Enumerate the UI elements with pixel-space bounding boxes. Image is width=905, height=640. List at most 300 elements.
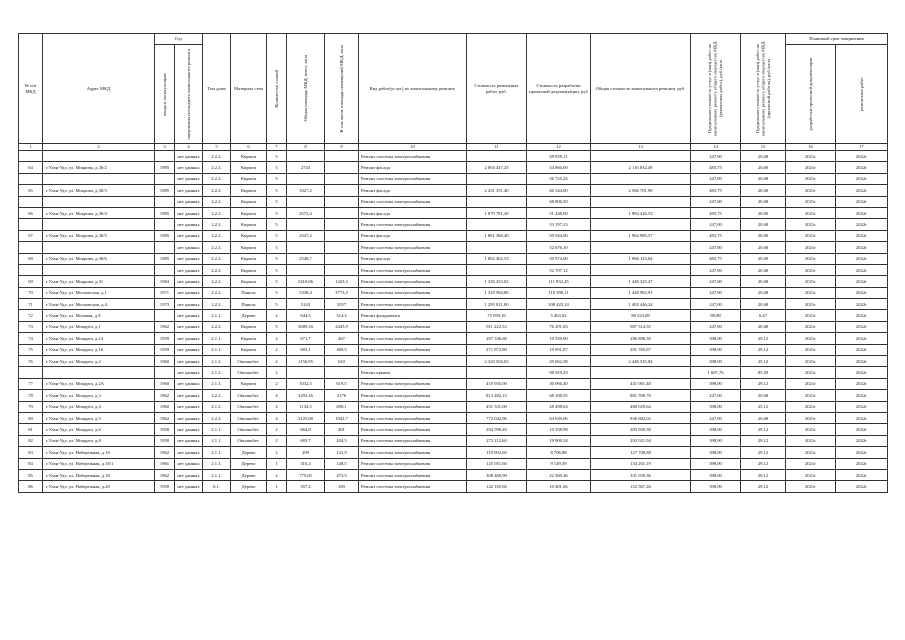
cell-house-type: 2.1.1. [203, 344, 231, 355]
cell-total-cost [591, 151, 691, 162]
cell-house-type: 2.1.2. [203, 401, 231, 412]
cell-commission-year: 1958 [155, 481, 175, 492]
cell-plan-repair-year: 2022г [836, 367, 888, 378]
cell-last-repair-year: нет данных [175, 196, 203, 207]
table-row [19, 162, 888, 173]
cell-plan-repair-year: 2022г [836, 344, 888, 355]
header-col-work-type: Вид работ(услуг) по капитальному ремонту [359, 34, 467, 144]
cell-commission-year: 1958 [155, 435, 175, 446]
cell-limit-design: 29,12 [741, 424, 786, 435]
cell-work-type: Ремонт крыши [359, 367, 467, 378]
cell-repair-cost [467, 151, 527, 162]
cell-row-number: 86 [19, 481, 43, 492]
cell-design-cost: 51 448,00 [527, 207, 591, 218]
cell-floors: 5 [267, 276, 287, 287]
cell-design-cost: 111 832,45 [527, 276, 591, 287]
table-row [19, 230, 888, 241]
cell-address: г.Улан-Удэ, ул. Моцарта, д.6 [43, 424, 155, 435]
cell-work-type: Ремонт системы электроснабжения [359, 196, 467, 207]
cell-repair-cost: 1 879 781,30 [467, 207, 527, 218]
cell-last-repair-year: нет данных [175, 412, 203, 423]
cell-design-cost: 30 066,40 [527, 378, 591, 389]
cell-last-repair-year: нет данных [175, 151, 203, 162]
cell-total-cost: 2 448 545,84 [591, 356, 691, 367]
cell-limit-design: 20,68 [741, 173, 786, 184]
cell-floors: 2 [267, 401, 287, 412]
cell-total-cost: 987 514,35 [591, 321, 691, 332]
cell-last-repair-year: нет данных [175, 481, 203, 492]
cell-wall-material: Кирпич [231, 276, 267, 287]
cell-design-cost: 19 559,90 [527, 333, 591, 344]
cell-limit-repair: 247,00 [691, 219, 741, 230]
cell-limit-repair: 1 607,76 [691, 367, 741, 378]
cell-floors: 5 [267, 242, 287, 253]
cell-house-type: 2.2.2. [203, 151, 231, 162]
cell-premises-area [325, 207, 359, 218]
cell-limit-repair: 247,00 [691, 390, 741, 401]
cell-total-area [287, 264, 325, 275]
cell-design-cost: 53 197,23 [527, 219, 591, 230]
cell-commission-year [155, 367, 175, 378]
cell-address: г.Улан-Удэ, ул. Моцарта, д.14 [43, 333, 155, 344]
cell-plan-design-year: 2021г [786, 276, 836, 287]
cell-wall-material: Опилкобет. [231, 367, 267, 378]
cell-address: г.Улан-Удэ, ул. Моцарта, д.2А [43, 378, 155, 389]
cell-last-repair-year: нет данных [175, 253, 203, 264]
cell-plan-repair-year: 2022г [836, 333, 888, 344]
cell-house-type: 2.2.2. [203, 207, 231, 218]
cell-floors: 2 [267, 447, 287, 458]
cell-row-number: 77 [19, 378, 43, 389]
column-number-cell: 15 [741, 144, 786, 151]
table-row [19, 447, 888, 458]
cell-total-cost: 152 567,26 [591, 481, 691, 492]
cell-limit-design: 29,12 [741, 344, 786, 355]
cell-plan-repair-year: 2022г [836, 390, 888, 401]
cell-plan-design-year: 2021г [786, 401, 836, 412]
cell-floors: 4 [267, 390, 287, 401]
cell-total-area: 5410,06 [287, 276, 325, 287]
cell-plan-design-year: 2021г [786, 469, 836, 480]
column-number-cell: 14 [691, 144, 741, 151]
cell-work-type: Ремонт системы электроснабжения [359, 412, 467, 423]
cell-premises-area [325, 253, 359, 264]
cell-last-repair-year: нет данных [175, 390, 203, 401]
column-number-cell: 2 [43, 144, 155, 151]
cell-premises-area [325, 367, 359, 378]
cell-plan-design-year: 2021г [786, 264, 836, 275]
cell-house-type: 2.2.2. [203, 162, 231, 173]
cell-total-area [287, 242, 325, 253]
cell-commission-year: 1958 [155, 424, 175, 435]
cell-design-cost: 10 401,66 [527, 481, 591, 492]
cell-premises-area: 690,1 [325, 401, 359, 412]
cell-row-number: 69 [19, 276, 43, 287]
cell-plan-repair-year: 2022г [836, 196, 888, 207]
header-col-premises-area: В том числе площадь помещений МКД, кв.м [338, 44, 344, 133]
table-row [19, 321, 888, 332]
cell-house-type: 6.1. [203, 481, 231, 492]
column-number-cell: 4 [175, 144, 203, 151]
cell-limit-repair: 247,00 [691, 196, 741, 207]
column-number-cell: 13 [591, 144, 691, 151]
cell-last-repair-year: нет данных [175, 276, 203, 287]
cell-design-cost: 9 149,59 [527, 458, 591, 469]
cell-plan-design-year: 2021г [786, 196, 836, 207]
table-row [19, 264, 888, 275]
cell-repair-cost: 264 590,40 [467, 424, 527, 435]
cell-limit-repair: 483,75 [691, 207, 741, 218]
cell-plan-repair-year: 2022г [836, 378, 888, 389]
table-row [19, 481, 888, 492]
cell-address: г.Улан-Удэ, ул. Московская, д.1 [43, 287, 155, 298]
cell-plan-repair-year: 2022г [836, 356, 888, 367]
cell-plan-repair-year: 2022г [836, 173, 888, 184]
table-row [19, 173, 888, 184]
cell-address: г.Улан-Удэ, ул. Моцарта, д.8 [43, 435, 155, 446]
table-row [19, 390, 888, 401]
cell-commission-year [155, 173, 175, 184]
cell-design-cost: 66 544,00 [527, 185, 591, 196]
header-col-house-type: Тип дома [203, 34, 231, 144]
cell-wall-material: Кирпич [231, 219, 267, 230]
cell-address: г.Улан-Удэ, ул. Набережная, д.16 [43, 447, 155, 458]
cell-premises-area [325, 185, 359, 196]
cell-limit-repair: 247,00 [691, 173, 741, 184]
cell-address: г.Улан-Удэ, ул. Мокрова, д.31 [43, 276, 155, 287]
cell-total-area: 299 [287, 447, 325, 458]
cell-limit-design: 20,68 [741, 412, 786, 423]
cell-commission-year: 1984 [155, 276, 175, 287]
cell-limit-repair: 247,00 [691, 151, 741, 162]
cell-work-type: Ремонт системы электроснабжения [359, 401, 467, 412]
table-row [19, 310, 888, 321]
cell-plan-design-year: 2021г [786, 162, 836, 173]
cell-last-repair-year: нет данных [175, 344, 203, 355]
cell-repair-cost: 1 862 462,53 [467, 253, 527, 264]
table-row [19, 367, 888, 378]
cell-last-repair-year: нет данных [175, 219, 203, 230]
cell-premises-area: 467 [325, 333, 359, 344]
cell-house-type: 2.2.2. [203, 299, 231, 310]
cell-total-area: 671,7 [287, 333, 325, 344]
cell-total-cost: 1 984 426,53 [591, 207, 691, 218]
cell-floors: 5 [267, 299, 287, 310]
column-number-cell: 8 [287, 144, 325, 151]
column-number-row [19, 144, 888, 151]
cell-plan-design-year: 2021г [786, 424, 836, 435]
cell-total-area [287, 173, 325, 184]
cell-limit-repair: 398,00 [691, 469, 741, 480]
cell-plan-design-year: 2021г [786, 185, 836, 196]
cell-repair-cost: 2 004 447,25 [467, 162, 527, 173]
cell-house-type: 2.2.2. [203, 287, 231, 298]
cell-repair-cost [467, 196, 527, 207]
cell-design-cost: 22 569,46 [527, 469, 591, 480]
cell-floors: 2 [267, 356, 287, 367]
cell-wall-material: Дерево [231, 481, 267, 492]
cell-row-number: 83 [19, 447, 43, 458]
table-row [19, 344, 888, 355]
cell-house-type: 2.1.2. [203, 356, 231, 367]
cell-commission-year: 1962 [155, 390, 175, 401]
cell-last-repair-year: нет данных [175, 333, 203, 344]
cell-plan-design-year: 2021г [786, 219, 836, 230]
capital-repair-table-sheet [18, 33, 887, 493]
cell-last-repair-year: нет данных [175, 242, 203, 253]
cell-house-type: 2.2.2. [203, 390, 231, 401]
cell-total-cost [591, 196, 691, 207]
cell-floors: 5 [267, 151, 287, 162]
cell-row-number: 79 [19, 401, 43, 412]
cell-work-type: Ремонт системы электроснабжения [359, 219, 467, 230]
cell-row-number: 75 [19, 344, 43, 355]
cell-total-area: 683,1 [287, 344, 325, 355]
cell-limit-design: 20,68 [741, 390, 786, 401]
cell-limit-repair: 398,00 [691, 458, 741, 469]
cell-commission-year: 1985 [155, 253, 175, 264]
cell-premises-area: 1423,3 [325, 276, 359, 287]
cell-plan-repair-year: 2022г [836, 401, 888, 412]
cell-total-cost [591, 242, 691, 253]
cell-plan-repair-year: 2022г [836, 230, 888, 241]
cell-limit-repair: 398,00 [691, 378, 741, 389]
table-row [19, 424, 888, 435]
cell-work-type: Ремонт системы электроснабжения [359, 424, 467, 435]
cell-limit-design: 20,00 [741, 207, 786, 218]
cell-plan-repair-year: 2022г [836, 321, 888, 332]
cell-address: г.Улан-Удэ, ул. Моцарта, д.16 [43, 344, 155, 355]
cell-design-cost: 68 108,55 [527, 390, 591, 401]
cell-limit-design: 20,00 [741, 185, 786, 196]
cell-repair-cost: 1 318 584,80 [467, 287, 527, 298]
cell-total-cost: 881 590,70 [591, 390, 691, 401]
cell-premises-area [325, 196, 359, 207]
table-header [19, 34, 888, 151]
cell-work-type: Ремонт системы электроснабжения [359, 321, 467, 332]
cell-limit-repair: 247,00 [691, 264, 741, 275]
cell-floors: 2 [267, 378, 287, 389]
cell-total-area: 5243 [287, 299, 325, 310]
header-col-wall-material: Материал стен [231, 34, 267, 144]
cell-row-number: 78 [19, 390, 43, 401]
cell-total-area: 1156,95 [287, 356, 325, 367]
cell-wall-material: Кирпич [231, 151, 267, 162]
cell-floors: 2 [267, 344, 287, 355]
cell-premises-area: 514,2 [325, 310, 359, 321]
cell-row-number [19, 264, 43, 275]
cell-repair-cost: 308 469,90 [467, 469, 527, 480]
cell-row-number: 82 [19, 435, 43, 446]
cell-plan-repair-year: 2022г [836, 299, 888, 310]
cell-house-type: 2.1.1. [203, 469, 231, 480]
cell-plan-repair-year: 2022г [836, 469, 888, 480]
cell-design-cost: 50 944,00 [527, 230, 591, 241]
cell-floors: 5 [267, 321, 287, 332]
cell-address [43, 264, 155, 275]
cell-address: г.Улан-Удэ, ул. Моцарта, д.3 [43, 390, 155, 401]
cell-commission-year: 1962 [155, 447, 175, 458]
column-number-cell: 9 [325, 144, 359, 151]
cell-plan-design-year: 2021г [786, 378, 836, 389]
cell-repair-cost: 2 320 504,03 [467, 356, 527, 367]
cell-floors: 2 [267, 310, 287, 321]
table-row [19, 458, 888, 469]
cell-commission-year [155, 242, 175, 253]
cell-design-cost: 64 639,06 [527, 412, 591, 423]
cell-total-area [287, 151, 325, 162]
header-col-number: № п/п МКД [19, 34, 43, 144]
cell-commission-year [155, 196, 175, 207]
cell-address [43, 151, 155, 162]
cell-plan-design-year: 2021г [786, 253, 836, 264]
cell-limit-repair: 398,00 [691, 435, 741, 446]
cell-limit-design: 25,12 [741, 356, 786, 367]
cell-floors: 2 [267, 424, 287, 435]
cell-total-cost: 836 682,02 [591, 412, 691, 423]
cell-plan-repair-year: 2022г [836, 424, 888, 435]
cell-row-number: 85 [19, 469, 43, 480]
cell-work-type: Ремонт фасада [359, 230, 467, 241]
cell-wall-material: Опилкобет. [231, 412, 267, 423]
cell-design-cost: 19 358,98 [527, 424, 591, 435]
cell-repair-cost [467, 219, 527, 230]
cell-design-cost: 52 676,10 [527, 242, 591, 253]
cell-row-number: 84 [19, 458, 43, 469]
cell-last-repair-year: нет данных [175, 207, 203, 218]
cell-repair-cost: 75 059,16 [467, 310, 527, 321]
cell-premises-area [325, 230, 359, 241]
cell-house-type: 2.1.1. [203, 435, 231, 446]
table-row [19, 253, 888, 264]
cell-last-repair-year: нет данных [175, 173, 203, 184]
cell-house-type: 2.2.2. [203, 196, 231, 207]
cell-row-number: 66 [19, 207, 43, 218]
cell-house-type: 2.2.2. [203, 242, 231, 253]
cell-plan-design-year: 2021г [786, 242, 836, 253]
header-col-plan-design: разработки проектной документации [807, 57, 813, 131]
cell-address: г.Улан-Удэ, ул. Моховая, д.9 [43, 310, 155, 321]
cell-total-area: 3327,2 [287, 185, 325, 196]
cell-limit-repair: 398,00 [691, 424, 741, 435]
cell-total-cost [591, 219, 691, 230]
cell-limit-repair: 483,75 [691, 230, 741, 241]
cell-address [43, 219, 155, 230]
cell-address: г.Улан-Удэ, ул. Мокрова, д.30/4 [43, 207, 155, 218]
cell-limit-design: 29,12 [741, 481, 786, 492]
cell-limit-design: 20,68 [741, 219, 786, 230]
cell-house-type: 2.2.2. [203, 412, 231, 423]
cell-work-type: Ремонт системы электроснабжения [359, 458, 467, 469]
cell-plan-repair-year: 2022г [836, 185, 888, 196]
cell-address: г.Улан-Удэ, ул. Моцарта, д.1 [43, 321, 155, 332]
cell-address: г.Улан-Удэ, ул. Мокрова, д.30/6 [43, 253, 155, 264]
column-number-cell: 12 [527, 144, 591, 151]
cell-floors: 2 [267, 435, 287, 446]
table-row [19, 412, 888, 423]
cell-premises-area [325, 162, 359, 173]
cell-total-cost: 286 896,50 [591, 333, 691, 344]
cell-plan-design-year: 2021г [786, 447, 836, 458]
cell-house-type: 2.1.2. [203, 367, 231, 378]
cell-plan-design-year: 2021г [786, 151, 836, 162]
cell-floors: 4 [267, 412, 287, 423]
cell-commission-year: 1985 [155, 207, 175, 218]
cell-address: г.Улан-Удэ, ул. Набережная, д.18 [43, 469, 155, 480]
cell-design-cost: 19 909,34 [527, 435, 591, 446]
cell-repair-cost [467, 264, 527, 275]
cell-premises-area [325, 242, 359, 253]
cell-total-area: 644,5 [287, 310, 325, 321]
table-row [19, 196, 888, 207]
cell-wall-material: Дерево [231, 469, 267, 480]
cell-limit-design: 20,68 [741, 299, 786, 310]
cell-limit-design: 29,12 [741, 447, 786, 458]
cell-premises-area: 610 [325, 356, 359, 367]
cell-plan-design-year: 2021г [786, 356, 836, 367]
cell-commission-year [155, 219, 175, 230]
cell-work-type: Ремонт системы электроснабжения [359, 469, 467, 480]
cell-last-repair-year: нет данных [175, 264, 203, 275]
cell-work-type: Ремонт системы электроснабжения [359, 344, 467, 355]
cell-last-repair-year: нет данных [175, 458, 203, 469]
cell-last-repair-year: нет данных [175, 230, 203, 241]
cell-work-type: Ремонт системы электроснабжения [359, 390, 467, 401]
cell-repair-cost: 911 222,52 [467, 321, 527, 332]
cell-plan-repair-year: 2022г [836, 253, 888, 264]
cell-wall-material: Кирпич [231, 333, 267, 344]
cell-commission-year: 1960 [155, 378, 175, 389]
cell-total-cost: 1 403 446,24 [591, 299, 691, 310]
cell-plan-design-year: 2021г [786, 321, 836, 332]
table-row [19, 287, 888, 298]
cell-total-cost: 292 021,94 [591, 435, 691, 446]
cell-total-cost: 1 428 982,91 [591, 287, 691, 298]
cell-house-type: 2.1.1. [203, 378, 231, 389]
cell-wall-material: Кирпич [231, 264, 267, 275]
cell-total-area: 2547,2 [287, 230, 325, 241]
cell-row-number: 65 [19, 185, 43, 196]
cell-wall-material: Кирпич [231, 185, 267, 196]
header-plan-group: Плановый срок завершения [786, 34, 888, 45]
cell-premises-area: 473,5 [325, 469, 359, 480]
cell-wall-material: Кирпич [231, 321, 267, 332]
cell-house-type: 2.2.2. [203, 253, 231, 264]
cell-work-type: Ремонт системы электроснабжения [359, 287, 467, 298]
cell-total-area: 316,2 [287, 458, 325, 469]
cell-repair-cost [467, 242, 527, 253]
cell-floors: 5 [267, 287, 287, 298]
cell-row-number: 81 [19, 424, 43, 435]
cell-wall-material: Дерево [231, 458, 267, 469]
cell-repair-cost: 1 295 021,00 [467, 299, 527, 310]
cell-plan-design-year: 2021г [786, 333, 836, 344]
cell-premises-area [325, 173, 359, 184]
cell-plan-design-year: 2021г [786, 412, 836, 423]
cell-address: г.Улан-Удэ, ул. Моцарта, д.4 [43, 401, 155, 412]
cell-plan-repair-year: 2022г [836, 151, 888, 162]
cell-plan-design-year: 2021г [786, 207, 836, 218]
cell-work-type: Ремонт системы электроснабжения [359, 276, 467, 287]
cell-wall-material: Панель [231, 299, 267, 310]
cell-address: г.Улан-Удэ, ул. Набережная, д.20 [43, 481, 155, 492]
cell-plan-repair-year: 2022г [836, 242, 888, 253]
cell-total-area: 357,2 [287, 481, 325, 492]
cell-plan-repair-year: 2022г [836, 310, 888, 321]
cell-premises-area [325, 219, 359, 230]
cell-house-type: 2.1.1. [203, 447, 231, 458]
cell-design-cost: 108 425,24 [527, 299, 591, 310]
